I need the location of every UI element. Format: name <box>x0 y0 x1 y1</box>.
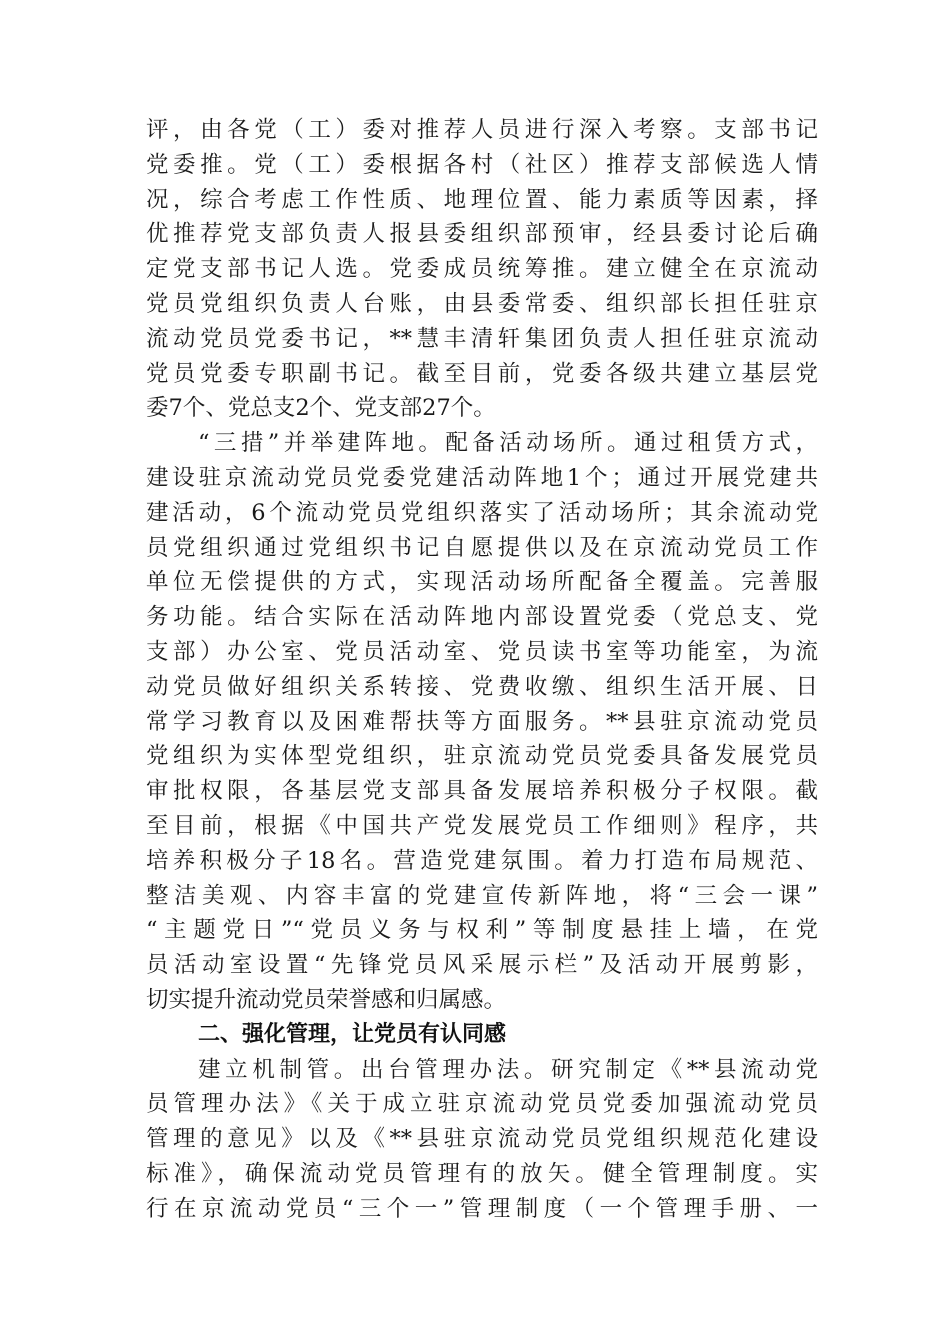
text-line: 员管理办法》《关于成立驻京流动党员党委加强流动党员 <box>146 1091 818 1118</box>
text-line: 行在京流动党员“三个一”管理制度（一个管理手册、一 <box>146 1195 818 1222</box>
text-line: 员党组织通过党组织书记自愿提供以及在京流动党员工作 <box>146 534 818 561</box>
paragraph-continuation <box>146 113 818 426</box>
text-line: 切实提升流动党员荣誉感和归属感。 <box>146 986 507 1013</box>
text-line: 建设驻京流动党员党委党建活动阵地1个；通过开展党建共 <box>146 464 818 491</box>
text-line: 党委推。党（工）委根据各村（社区）推荐支部候选人情 <box>146 151 818 178</box>
text-line: “主题党日”“党员义务与权利”等制度悬挂上墙，在党 <box>146 917 818 944</box>
text-line: 员活动室设置“先锋党员风采展示栏”及活动开展剪影， <box>146 952 818 979</box>
paragraph-activity-venues <box>146 426 818 1018</box>
text-line: “三措”并举建阵地。配备活动场所。通过租赁方式， <box>198 430 818 457</box>
text-line: 委7个、党总支2个、党支部27个。 <box>146 395 496 422</box>
text-line: 党组织为实体型党组织，驻京流动党员党委具备发展党员 <box>146 743 818 770</box>
text-line: 优推荐党支部负责人报县委组织部预审，经县委讨论后确 <box>146 221 818 248</box>
section-heading: 二、强化管理，让党员有认同感 <box>198 1021 507 1047</box>
text-line: 流动党员党委书记，**慧丰清轩集团负责人担任驻京流动 <box>146 325 818 352</box>
text-line: 定党支部书记人选。党委成员统筹推。建立健全在京流动 <box>146 256 818 283</box>
text-line: 审批权限，各基层党支部具备发展培养积极分子权限。截 <box>146 778 818 805</box>
text-line: 整洁美观、内容丰富的党建宣传新阵地，将“三会一课” <box>146 882 818 909</box>
text-line: 况，综合考虑工作性质、地理位置、能力素质等因素，择 <box>146 186 818 213</box>
text-line: 党员党委专职副书记。截至目前，党委各级共建立基层党 <box>146 360 818 387</box>
text-line: 标准》，确保流动党员管理有的放矢。健全管理制度。实 <box>146 1160 818 1187</box>
text-line: 建立机制管。出台管理办法。研究制定《**县流动党 <box>198 1056 818 1083</box>
text-line: 管理的意见》以及《**县驻京流动党员党组织规范化建设 <box>146 1126 818 1153</box>
text-line: 建活动，6个流动党员党组织落实了活动场所；其余流动党 <box>146 499 818 526</box>
text-line: 单位无偿提供的方式，实现活动场所配备全覆盖。完善服 <box>146 569 818 596</box>
text-line: 常学习教育以及困难帮扶等方面服务。**县驻京流动党员 <box>146 708 818 735</box>
text-line: 支部）办公室、党员活动室、党员读书室等功能室，为流 <box>146 638 818 665</box>
text-line: 党员党组织负责人台账，由县委常委、组织部长担任驻京 <box>146 290 818 317</box>
text-line: 务功能。结合实际在活动阵地内部设置党委（党总支、党 <box>146 604 818 631</box>
text-line: 培养积极分子18名。营造党建氛围。着力打造布局规范、 <box>146 847 818 874</box>
text-line: 评，由各党（工）委对推荐人员进行深入考察。支部书记 <box>146 117 818 143</box>
document-body <box>146 113 818 1227</box>
paragraph-management-mechanism <box>146 1053 818 1227</box>
text-line: 至目前，根据《中国共产党发展党员工作细则》程序，共 <box>146 812 818 839</box>
text-line: 动党员做好组织关系转接、党费收缴、组织生活开展、日 <box>146 673 818 700</box>
